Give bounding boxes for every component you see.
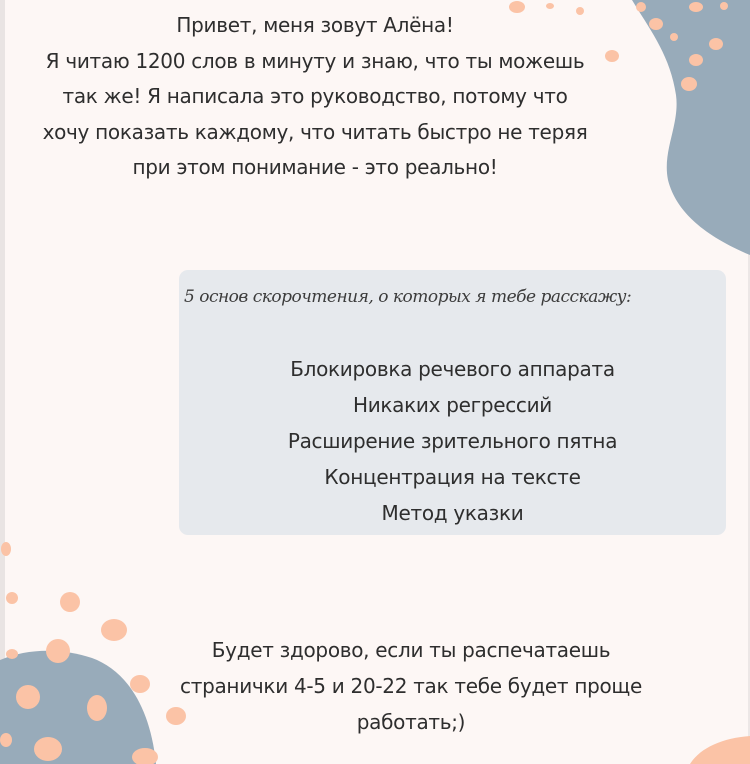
note-line: Будет здорово, если ты распечатаешь <box>211 638 611 662</box>
print-note <box>150 632 672 740</box>
note-line: странички 4-5 и 20-22 так тебе будет проще <box>180 674 642 698</box>
intro-line: Привет, меня зовут Алёна! <box>176 13 454 37</box>
principle-item: Никаких регрессий <box>352 393 553 417</box>
intro-line: хочу показать каждому, что читать быстро не теряя <box>42 119 588 144</box>
intro-line: Я читаю 1200 слов в минуту и знаю, что ты можешь <box>45 48 585 73</box>
intro-line: так же! Я написала это руководство, потому что <box>62 84 568 108</box>
principle-item: Концентрация на тексте <box>324 465 581 489</box>
principles-panel <box>179 270 726 535</box>
principles-heading: 5 основ скорочтения, о которых я тебе расскажу: <box>184 287 632 307</box>
intro-line: при этом понимание - это реально! <box>132 155 498 179</box>
principle-item: Метод указки <box>381 501 524 525</box>
principle-item: Расширение зрительного пятна <box>287 429 618 453</box>
intro-text <box>40 8 590 186</box>
peach-blob-bottom-right <box>690 736 750 764</box>
note-line: работать;) <box>356 710 466 734</box>
principle-item: Блокировка речевого аппарата <box>290 357 615 381</box>
blue-blob-top-right <box>632 0 750 255</box>
principles-list <box>179 351 726 531</box>
